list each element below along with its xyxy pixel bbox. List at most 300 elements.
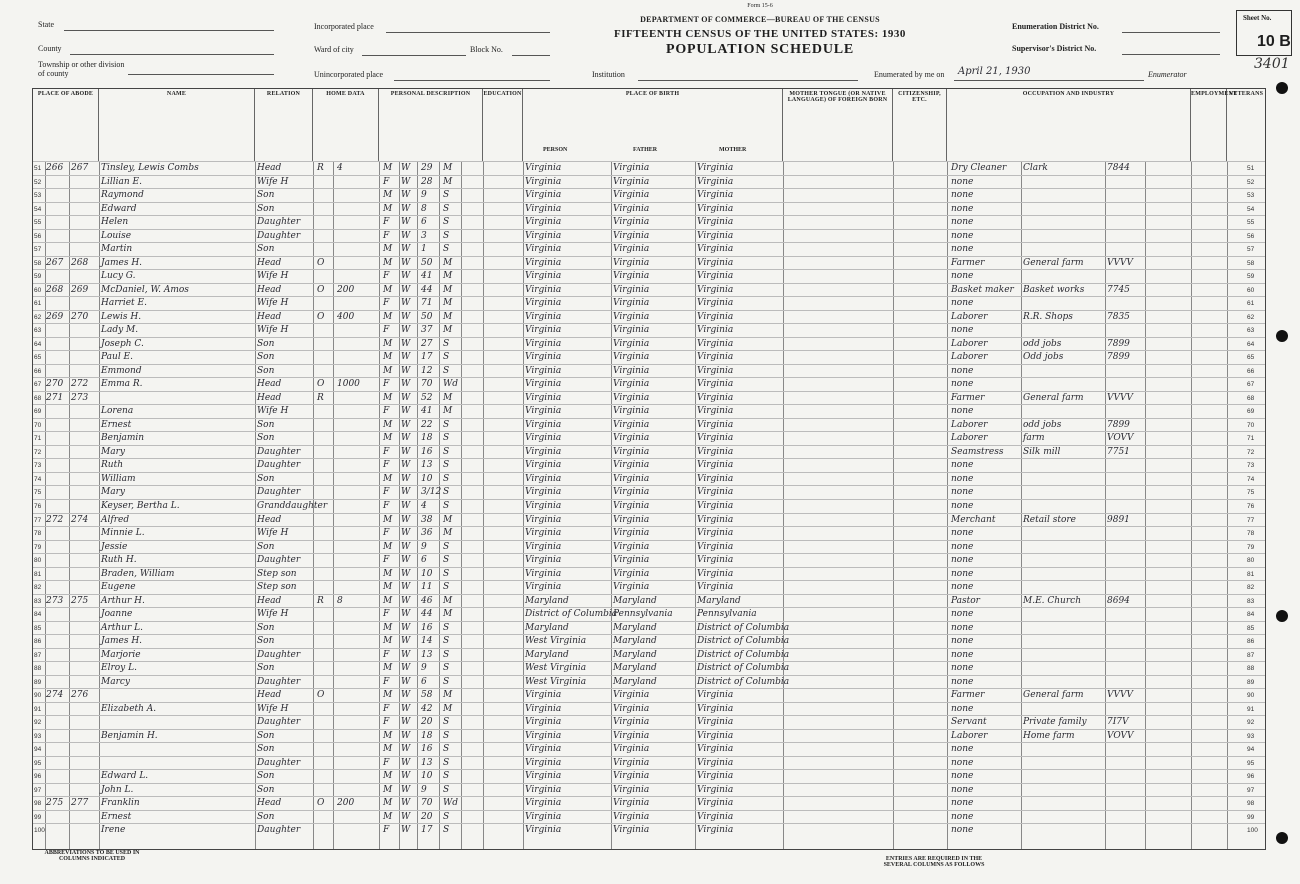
family-number (71, 554, 97, 567)
home-value (337, 581, 377, 594)
relation: Son (257, 541, 275, 552)
age: 9 (421, 190, 427, 201)
occupation-code: 9891 (1107, 514, 1130, 525)
occupation: Laborer (951, 338, 988, 349)
family-number (71, 473, 97, 486)
relation: Son (257, 730, 275, 741)
home-value (337, 811, 377, 824)
home-value (337, 662, 377, 675)
marital-status: S (443, 217, 450, 228)
occupation: none (951, 298, 974, 309)
family-number (71, 649, 97, 662)
line-number-right: 74 (1247, 475, 1255, 483)
col-group-occupation: OCCUPATION AND INDUSTRY (947, 89, 1191, 161)
occupation: none (951, 757, 974, 768)
birthplace-father: Virginia (613, 784, 650, 795)
family-number (71, 824, 97, 837)
line-number: 95 (34, 759, 42, 767)
birthplace-father: Virginia (613, 825, 650, 836)
sex: F (383, 757, 390, 768)
marital-status: S (443, 446, 450, 457)
birthplace-person: Virginia (525, 811, 562, 822)
occupation-code: 7835 (1107, 311, 1130, 322)
family-number (71, 203, 97, 216)
line-number: 87 (34, 651, 42, 659)
sex: M (383, 811, 393, 822)
occupation: none (951, 528, 974, 539)
occupation: none (951, 365, 974, 376)
age: 18 (421, 730, 433, 741)
table-row (33, 634, 1265, 648)
industry (1023, 554, 1103, 567)
race: W (401, 582, 411, 593)
line-number: 64 (34, 340, 42, 348)
family-number (71, 500, 97, 513)
sex: M (383, 433, 393, 444)
line-number: 94 (34, 746, 42, 754)
birthplace-father: Virginia (613, 717, 650, 728)
home-tenure (317, 243, 331, 256)
table-row (33, 215, 1265, 229)
person-name: Eugene (101, 582, 136, 593)
home-tenure (317, 432, 331, 445)
occupation-code: VOVV (1107, 433, 1134, 444)
home-value (337, 230, 377, 243)
home-value (337, 446, 377, 459)
occupation-code (1107, 297, 1145, 310)
home-tenure (317, 365, 331, 378)
line-number-right: 72 (1247, 448, 1255, 456)
dwelling-number (46, 365, 68, 378)
home-tenure (317, 662, 331, 675)
home-tenure (317, 500, 331, 513)
birthplace-father: Maryland (613, 622, 657, 633)
marital-status: M (443, 406, 453, 417)
age: 58 (421, 690, 433, 701)
industry (1023, 324, 1103, 337)
marital-status: S (443, 460, 450, 471)
dwelling-number (46, 419, 68, 432)
birthplace-father: Virginia (613, 298, 650, 309)
relation: Daughter (257, 487, 301, 498)
line-number: 62 (34, 313, 42, 321)
dwelling-number (46, 703, 68, 716)
occupation-code (1107, 635, 1145, 648)
home-value (337, 649, 377, 662)
industry: odd jobs (1023, 419, 1062, 430)
birthplace-mother: Virginia (697, 528, 734, 539)
birthplace-mother: Virginia (697, 568, 734, 579)
occupation: none (951, 825, 974, 836)
age: 11 (421, 582, 433, 593)
birthplace-person: Virginia (525, 298, 562, 309)
occupation: Farmer (951, 690, 985, 701)
relation: Son (257, 419, 275, 430)
occupation: none (951, 217, 974, 228)
birthplace-person: Virginia (525, 703, 562, 714)
age: 13 (421, 460, 433, 471)
table-row (33, 296, 1265, 310)
occupation: none (951, 744, 974, 755)
birthplace-father: Virginia (613, 703, 650, 714)
birthplace-person: Virginia (525, 487, 562, 498)
birthplace-father: Virginia (613, 217, 650, 228)
line-number-right: 53 (1247, 192, 1255, 200)
industry (1023, 703, 1103, 716)
relation: Son (257, 244, 275, 255)
relation: Head (257, 163, 282, 173)
line-number: 53 (34, 192, 42, 200)
sex: M (383, 244, 393, 255)
family-number (71, 297, 97, 310)
birthplace-person: Virginia (525, 784, 562, 795)
table-row (33, 810, 1265, 824)
occupation-code (1107, 189, 1145, 202)
table-row (33, 418, 1265, 432)
occupation-code: VVVV (1107, 690, 1133, 701)
birthplace-father: Maryland (613, 649, 657, 660)
occupation-code (1107, 216, 1145, 229)
race: W (401, 771, 411, 782)
line-number-right: 86 (1247, 638, 1255, 646)
table-row (33, 513, 1265, 527)
marital-status: S (443, 501, 450, 511)
family-number (71, 324, 97, 337)
relation: Daughter (257, 217, 301, 228)
relation: Daughter (257, 230, 301, 241)
binder-hole-1 (1276, 82, 1288, 94)
marital-status: S (443, 487, 450, 498)
line-number: 70 (34, 421, 42, 429)
sex: M (383, 392, 393, 403)
home-tenure: R (317, 163, 324, 173)
birthplace-father: Virginia (613, 365, 650, 376)
person-name: Tinsley, Lewis Combs (101, 163, 199, 173)
person-name: Irene (101, 825, 126, 836)
person-name: John L. (101, 784, 134, 795)
birthplace-person: Virginia (525, 568, 562, 579)
line-number: 78 (34, 530, 42, 538)
relation: Son (257, 352, 275, 363)
home-value (337, 243, 377, 256)
person-name: Raymond (101, 190, 144, 201)
person-name: Franklin (101, 798, 140, 809)
family-number (71, 716, 97, 729)
person-name: Ruth H. (101, 555, 137, 566)
family-number (71, 486, 97, 499)
dwelling-number (46, 405, 68, 418)
occupation: none (951, 811, 974, 822)
age: 70 (421, 379, 433, 390)
line-number-right: 91 (1247, 705, 1255, 713)
home-value (337, 554, 377, 567)
birthplace-person: Virginia (525, 555, 562, 566)
industry: General farm (1023, 690, 1084, 701)
line-number: 60 (34, 286, 42, 294)
marital-status: S (443, 757, 450, 768)
home-value: 200 (337, 798, 355, 809)
home-value (337, 824, 377, 837)
relation: Wife H (257, 325, 289, 336)
birthplace-mother: Virginia (697, 217, 734, 228)
family-number (71, 608, 97, 621)
age: 13 (421, 649, 433, 660)
relation: Son (257, 744, 275, 755)
home-tenure (317, 203, 331, 216)
home-value: 200 (337, 284, 355, 295)
industry (1023, 662, 1103, 675)
race: W (401, 325, 411, 336)
age: 36 (421, 528, 433, 539)
col-group-employment: EMPLOYMENT (1191, 89, 1227, 161)
home-value (337, 500, 377, 513)
home-tenure: R (317, 595, 324, 606)
age: 28 (421, 176, 433, 187)
line-number-right: 76 (1247, 503, 1255, 510)
birthplace-father: Virginia (613, 338, 650, 349)
age: 6 (421, 217, 427, 228)
race: W (401, 514, 411, 525)
family-number (71, 270, 97, 283)
race: W (401, 717, 411, 728)
race: W (401, 419, 411, 430)
line-number: 88 (34, 665, 42, 673)
home-value (337, 176, 377, 189)
birthplace-father: Maryland (613, 663, 657, 674)
sex: F (383, 649, 390, 660)
family-number: 267 (71, 163, 89, 173)
marital-status: S (443, 555, 450, 566)
sex: M (383, 352, 393, 363)
line-number-right: 64 (1247, 340, 1255, 348)
birthplace-father: Virginia (613, 757, 650, 768)
home-value (337, 405, 377, 418)
birthplace-person: Virginia (525, 730, 562, 741)
birthplace-father: Virginia (613, 230, 650, 241)
race: W (401, 528, 411, 539)
relation: Daughter (257, 757, 301, 768)
supervisor-district-label: Supervisor's District No. (1012, 44, 1097, 53)
marital-status: M (443, 514, 453, 525)
line-number: 57 (34, 246, 42, 254)
marital-status: M (443, 392, 453, 403)
industry (1023, 797, 1103, 810)
age: 44 (421, 609, 433, 620)
birthplace-mother: Virginia (697, 190, 734, 201)
occupation: Laborer (951, 433, 988, 444)
birthplace-mother: Virginia (697, 203, 734, 214)
person-name: Elizabeth A. (101, 703, 157, 714)
birthplace-mother: Virginia (697, 352, 734, 363)
family-number: 269 (71, 284, 89, 295)
table-row (33, 823, 1265, 837)
dwelling-number (46, 541, 68, 554)
industry: General farm (1023, 392, 1084, 403)
birthplace-person: Virginia (525, 379, 562, 390)
birthplace-mother: Virginia (697, 717, 734, 728)
home-value (337, 703, 377, 716)
line-number-right: 93 (1247, 732, 1255, 740)
occupation-code (1107, 459, 1145, 472)
line-number: 65 (34, 354, 42, 362)
relation: Daughter (257, 446, 301, 457)
state-label: State (38, 20, 54, 29)
home-tenure (317, 405, 331, 418)
home-value (337, 338, 377, 351)
age: 16 (421, 446, 433, 457)
abbreviations-title: ABBREVIATIONS TO BE USED IN COLUMNS INDICATED (44, 850, 140, 862)
dwelling-number (46, 649, 68, 662)
occupation-code: VVVV (1107, 257, 1133, 268)
birthplace-father: Virginia (613, 730, 650, 741)
occupation-code: 7844 (1107, 163, 1130, 173)
birthplace-father: Virginia (613, 771, 650, 782)
birthplace-person: Virginia (525, 257, 562, 268)
industry (1023, 500, 1103, 513)
line-number: 72 (34, 448, 42, 456)
occupation: none (951, 622, 974, 633)
birthplace-mother: District of Columbia (697, 649, 790, 660)
home-tenure (317, 541, 331, 554)
sex: M (383, 690, 393, 701)
race: W (401, 730, 411, 741)
home-value (337, 459, 377, 472)
person-name (101, 716, 253, 729)
relation: Wife H (257, 298, 289, 309)
occupation: none (951, 568, 974, 579)
occupation: none (951, 649, 974, 660)
line-number-right: 97 (1247, 786, 1255, 794)
occupation-code: 8694 (1107, 595, 1130, 606)
birthplace-mother: Virginia (697, 703, 734, 714)
table-row (33, 742, 1265, 756)
occupation: none (951, 676, 974, 687)
table-row (33, 526, 1265, 540)
line-number-right: 57 (1247, 246, 1255, 254)
line-number-right: 89 (1247, 678, 1255, 686)
line-number: 84 (34, 611, 42, 619)
marital-status: S (443, 190, 450, 201)
industry: R.R. Shops (1023, 311, 1073, 322)
occupation-code (1107, 676, 1145, 689)
home-tenure: O (317, 257, 325, 268)
line-number-right: 83 (1247, 597, 1255, 605)
sheet-number-value: 10 B (1257, 33, 1291, 50)
table-row (33, 594, 1265, 608)
occupation-code: VVVV (1107, 392, 1133, 403)
line-number: 68 (34, 394, 42, 402)
marital-status: S (443, 338, 450, 349)
race: W (401, 757, 411, 768)
marital-status: S (443, 730, 450, 741)
occupation: none (951, 325, 974, 336)
industry: Odd jobs (1023, 352, 1064, 363)
home-value: 1000 (337, 379, 360, 390)
birthplace-mother: Virginia (697, 298, 734, 309)
home-tenure: O (317, 311, 325, 322)
birthplace-person: Virginia (525, 230, 562, 241)
sex: F (383, 487, 390, 498)
enumerated-by-label: Enumerated by me on (874, 70, 945, 79)
line-number: 63 (34, 327, 42, 335)
race: W (401, 311, 411, 322)
person-name: Mary (101, 446, 125, 457)
age: 6 (421, 555, 427, 566)
sex: M (383, 595, 393, 606)
race: W (401, 176, 411, 187)
occupation-code (1107, 541, 1145, 554)
sex: F (383, 325, 390, 336)
age: 20 (421, 717, 433, 728)
birthplace-mother: Virginia (697, 365, 734, 376)
person-name: Ernest (101, 419, 132, 430)
home-tenure (317, 216, 331, 229)
marital-status: S (443, 419, 450, 430)
schedule-title: POPULATION SCHEDULE (665, 42, 855, 57)
dwelling-number: 268 (46, 284, 64, 295)
line-number-right: 75 (1247, 489, 1255, 497)
col-group-veterans: VETERANS (1228, 91, 1264, 97)
age: 18 (421, 433, 433, 444)
line-number: 56 (34, 232, 42, 240)
birthplace-mother: Virginia (697, 379, 734, 390)
dwelling-number (46, 757, 68, 770)
race: W (401, 365, 411, 376)
birthplace-mother: Virginia (697, 514, 734, 525)
birthplace-person: Maryland (525, 649, 569, 660)
relation: Wife H (257, 176, 289, 187)
line-number-right: 56 (1247, 232, 1255, 240)
occupation-code (1107, 500, 1145, 513)
birthplace-mother: Virginia (697, 798, 734, 809)
industry (1023, 635, 1103, 648)
table-row (33, 499, 1265, 513)
binder-hole-2 (1276, 330, 1288, 342)
occupation-code (1107, 270, 1145, 283)
relation: Daughter (257, 460, 301, 471)
table-row (33, 242, 1265, 256)
industry: odd jobs (1023, 338, 1062, 349)
dwelling-number (46, 824, 68, 837)
race: W (401, 622, 411, 633)
home-value (337, 392, 377, 405)
line-number-right: 68 (1247, 394, 1255, 402)
sheet-number-box (1236, 10, 1292, 56)
industry: farm (1023, 433, 1045, 444)
line-number-right: 82 (1247, 584, 1255, 592)
person-name: Arthur L. (101, 622, 144, 633)
age: 10 (421, 771, 433, 782)
marital-status: S (443, 582, 450, 593)
marital-status: S (443, 717, 450, 728)
relation: Son (257, 771, 275, 782)
sex: M (383, 338, 393, 349)
industry (1023, 216, 1103, 229)
birthplace-mother: Virginia (697, 176, 734, 187)
table-row (33, 188, 1265, 202)
birthplace-father: Virginia (613, 473, 650, 484)
relation: Son (257, 663, 275, 674)
marital-status: M (443, 284, 453, 295)
occupation: none (951, 379, 974, 390)
table-row (33, 540, 1265, 554)
birthplace-mother: Pennsylvania (697, 609, 757, 620)
dwelling-number: 272 (46, 514, 64, 525)
home-value (337, 365, 377, 378)
age: 3 (421, 230, 427, 241)
dwelling-number (46, 486, 68, 499)
industry (1023, 676, 1103, 689)
